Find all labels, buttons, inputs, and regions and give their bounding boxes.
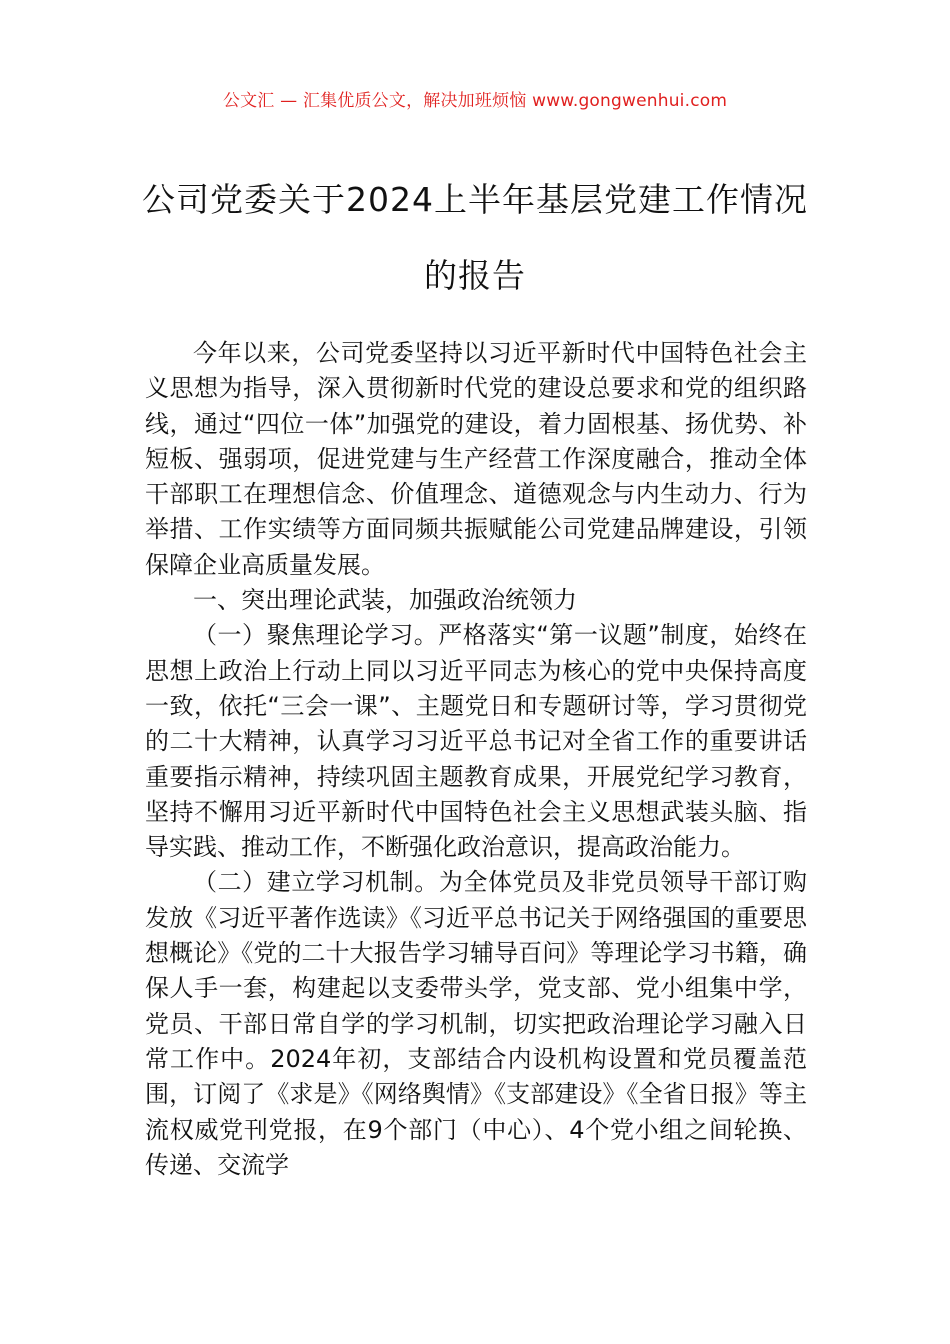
document-body — [145, 336, 807, 1183]
document-title: 公司党委关于2024上半年基层党建工作情况的报告 — [142, 180, 808, 295]
body-paragraph: （二）建立学习机制。为全体党员及非党员领导干部订购发放《习近平著作选读》《习近平总书记关于网络强国的重要思想概论》《党的二十大报告学习辅导百问》等理论学习书籍，确保人手一套，构建起以支委带头学，党支部、党小组集中学，党员、干部日常自学的学习机制，切实把政治理论学习融入日常工作中。2024年初，支部结合内设机构设置和党员覆盖范围，订阅了《求是》《网络舆情》《支部建设》《全省日报》等主流权威党刊党报，在9个部门（中心）、4个党小组之间轮换、传递、交流学 — [145, 868, 807, 1179]
intro-paragraph: 今年以来，公司党委坚持以习近平新时代中国特色社会主义思想为指导，深入贯彻新时代党的建设总要求和党的组织路线，通过“四位一体”加强党的建设，着力固根基、扬优势、补短板、强弱项，促进党建与生产经营工作深度融合，推动全体干部职工在理想信念、价值理念、道德观念与内生动力、行为举措、工作实绩等方面同频共振赋能公司党建品牌建设，引领保障企业高质量发展。 — [145, 339, 807, 579]
body-paragraph: （一）聚焦理论学习。严格落实“第一议题”制度，始终在思想上政治上行动上同以习近平同志为核心的党中央保持高度一致，依托“三会一课”、主题党日和专题研讨等，学习贯彻党的二十大精神，认真学习习近平总书记对全省工作的重要讲话重要指示精神，持续巩固主题教育成果，开展党纪学习教育，坚持不懈用习近平新时代中国特色社会主义思想武装头脑、指导实践、推动工作，不断强化政治意识，提高政治能力。 — [145, 621, 807, 862]
section-heading: 一、突出理论武装，加强政治统领力 — [193, 586, 577, 615]
site-banner[interactable]: 公文汇 — 汇集优质公文，解决加班烦恼 www.gongwenhui.com — [222, 91, 728, 111]
